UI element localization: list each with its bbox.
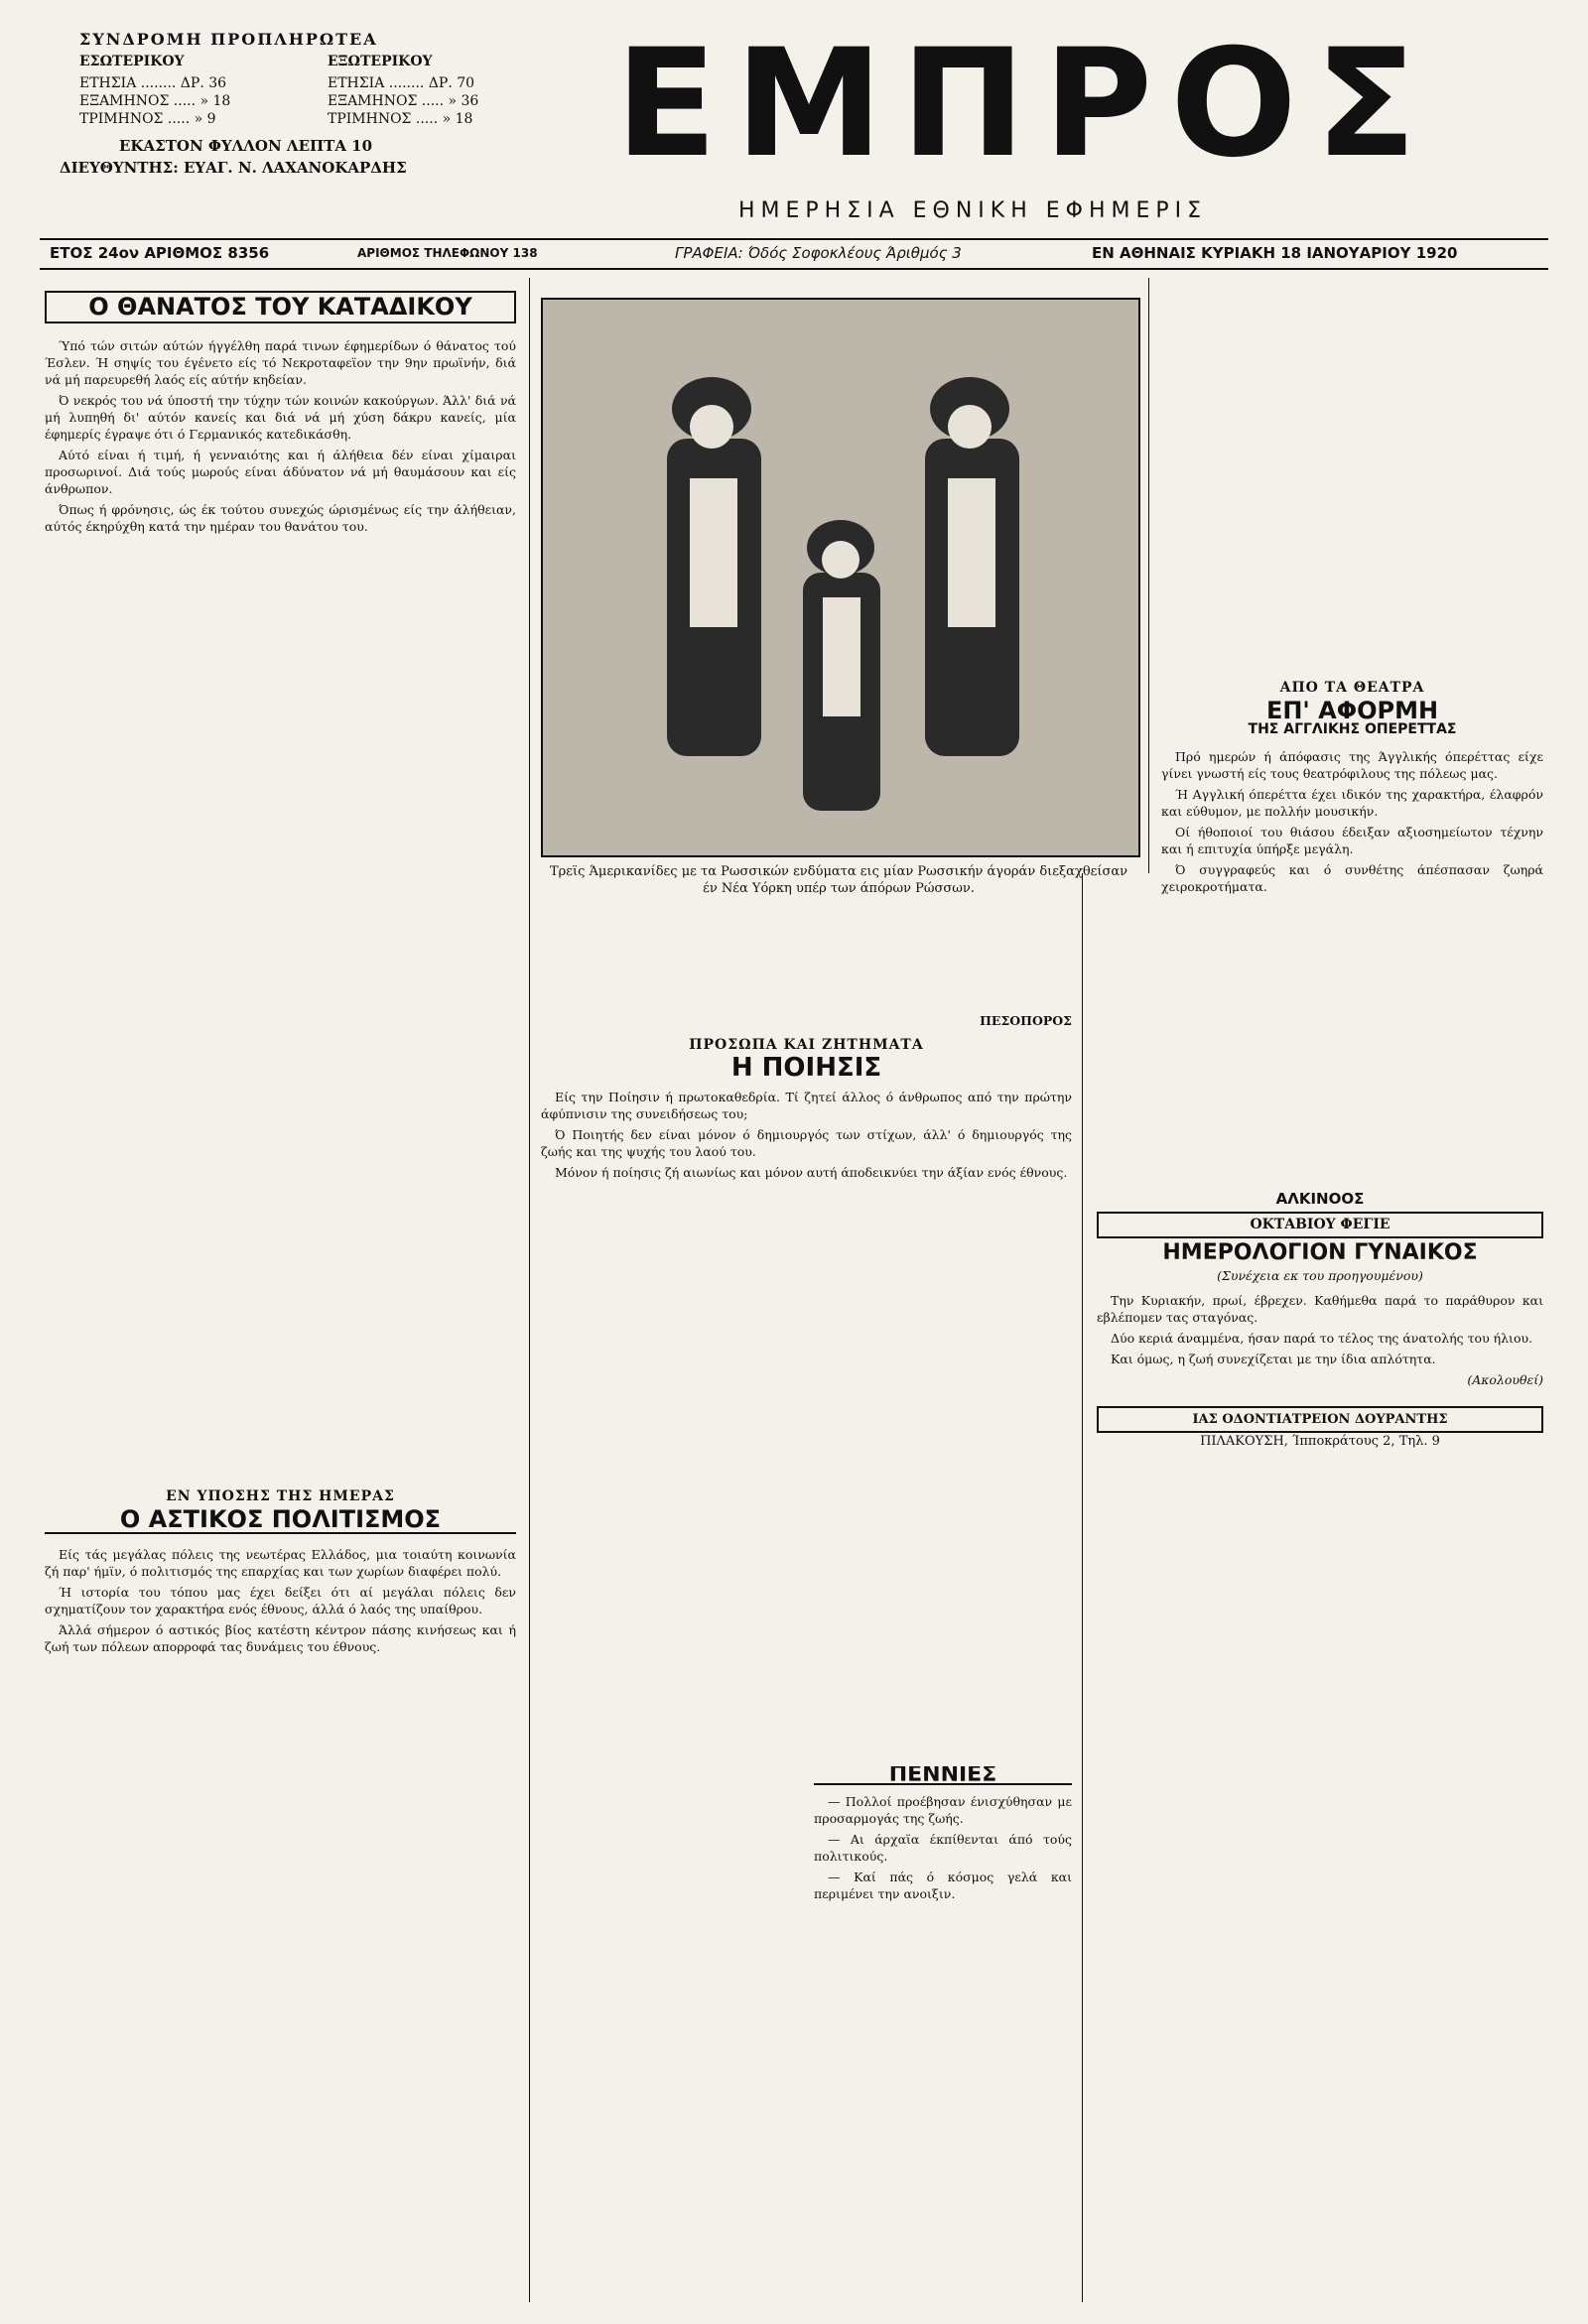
theater-paragraph: Ό συγγραφεύς και ό συνθέτης άπέσπασαν ζωηρά χειροκροτήματα.: [1161, 862, 1543, 894]
civilization-label: ΕΝ ΥΠΟΣΗΣ ΤΗΣ ΗΜΕΡΑΣ: [166, 1488, 395, 1504]
foreign-rate: ΕΤΗΣΙΑ ........ ΔΡ. 70: [328, 75, 475, 91]
theater-subhead: ΤΗΣ ΑΓΓΛΙΚΗΣ ΟΠΕΡΕΤΤΑΣ: [1248, 721, 1457, 737]
ad-text: ΠΙΛΑΚΟΥΣΗ, Ίπποκράτους 2, Τηλ. 9: [1200, 1434, 1440, 1449]
pennies-paragraph: — Αι άρχαϊα έκπίθενται άπό τούς πολιτικούς.: [814, 1832, 1072, 1864]
theater-signature: ΑΛΚΙΝΟΟΣ: [1275, 1191, 1365, 1208]
civilization-paragraph: Είς τάς μεγάλας πόλεις της νεωτέρας Ελλάδος, μια τοιαύτη κοινωνία ζή παρ' ήμϊν, ό πολιτισμός της επαρχίας και των χωρίων διαφέρει πολύ.: [45, 1547, 516, 1579]
director-line: ΔΙΕΥΘΥΝΤΗΣ: ΕΥΑΓ. Ν. ΛΑΧΑΝΟΚΑΡΔΗΣ: [60, 159, 407, 177]
pennies-headline: ΠΕΝΝΙΕΣ: [814, 1766, 1072, 1785]
domestic-rate: ΤΡΙΜΗΝΟΣ ..... » 9: [79, 111, 216, 127]
poetry-headline: Η ΠΟΙΗΣΙΣ: [730, 1053, 882, 1083]
newspaper-title: ΕΜΠΡΟΣ: [615, 18, 1435, 191]
theater-paragraph: Πρό ημερών ή άπόφασις της Άγγλικής όπερέττας είχε γίνει γνωστή είς τους θεατρόφιλους της πόλεως μας.: [1161, 749, 1543, 781]
column-rule: [1082, 873, 1083, 2302]
poetry-paragraph: Είς την Ποίησιν ή πρωτοκαθεδρία. Τί ζητεί άλλος ό άνθρωπος από την πρώτην άφύπνισιν της συνειδήσεως του;: [541, 1090, 1072, 1121]
death-headline: Ο ΘΑΝΑΤΟΣ ΤΟΥ ΚΑΤΑΔΙΚΟΥ: [45, 291, 516, 323]
price-line: ΕΚΑΣΤΟΝ ΦΥΛΛΟΝ ΛΕΠΤΑ 10: [119, 137, 373, 155]
column-rule: [529, 278, 530, 2302]
subscription-label: ΣΥΝΔΡΟΜΗ ΠΡΟΠΛΗΡΩΤΕΑ: [79, 30, 378, 49]
poetry-author: ΠΕΣΟΠΟΡΟΣ: [980, 1013, 1072, 1028]
article-pennies: [814, 1766, 1072, 2282]
death-paragraph: Ό νεκρός του νά ύποστή την τύχην τών κοινών κακούργων. Άλλ' διά νά μή λυπηθή δι' αύτόν κανείς και διά νά μή χύση δάκρυ κανείς, μία έφημερίς έγραψε ότι ό Γερμανικός κατεδικάσθη.: [45, 393, 516, 442]
foreign-rate: ΕΞΑΜΗΝΟΣ ..... » 36: [328, 93, 479, 109]
diary-note: (Συνέχεια εκ του προηγουμένου): [1217, 1268, 1423, 1283]
photo-illustration: [543, 300, 1138, 855]
diary-paragraph: Δύο κεριά άναμμένα, ήσαν παρά το τέλος της άνατολής του ήλιου.: [1111, 1331, 1533, 1346]
death-paragraph: Ύπό τών σιτών αύτών ήγγέλθη παρά τινων έφημερίδων ό θάνατος τού Έσλεν. Ή σηψίς του έγένετο είς τό Νεκροταφεϊον την 9ην πρωϊνήν, διά νά μή παρευρεθή λαός είς αύτήν κηδείαν.: [45, 338, 516, 387]
column-rule: [1148, 278, 1149, 873]
issue-date: ΕΝ ΑΘΗΝΑΙΣ ΚΥΡΙΑΚΗ 18 ΙΑΝΟΥΑΡΙΟΥ 1920: [1092, 244, 1458, 262]
office-address: ΓΡΑΦΕΙΑ: Όδός Σοφοκλέους Άριθμός 3: [675, 244, 962, 262]
ad-headline: ΙΑΣ ΟΔΟΝΤΙΑΤΡΕΙΟΝ ΔΟΥΡΑΝΤΗΣ: [1097, 1406, 1543, 1433]
civilization-paragraph: Άλλά σήμερον ό αστικός βίος κατέστη κέντρον πάσης κινήσεως και ή ζωή των πόλεων απορροφά τας δυνάμεις του έθνους.: [45, 1622, 516, 1654]
domestic-label: ΕΣΩΤΕΡΙΚΟΥ: [79, 54, 185, 69]
photo-three-women: [541, 298, 1140, 857]
subscription-block: [40, 30, 556, 228]
diary-paragraph: Την Κυριακήν, πρωί, έβρεχεν. Καθήμεθα παρά το παράθυρον και εβλέπομεν τας σταγόνας.: [1097, 1293, 1543, 1325]
death-paragraph: Όπως ή φρόνησις, ώς έκ τούτου συνεχώς ώρισμένως είς την άλήθειαν, αύτός έκηρύχθη κατά την ημέραν του θανάτου του.: [45, 502, 516, 534]
civilization-headline: Ο ΑΣΤΙΚΟΣ ΠΟΛΙΤΙΣΜΟΣ: [45, 1511, 516, 1534]
pennies-paragraph: — Πολλοί προέβησαν ένισχύθησαν με προσαρμογάς της ζωής.: [814, 1794, 1072, 1826]
poetry-label: ΠΡΟΣΩΠΑ ΚΑΙ ΖΗΤΗΜΑΤΑ: [689, 1037, 924, 1053]
article-theater: [1161, 283, 1543, 1176]
masthead: [40, 18, 1548, 258]
theater-paragraph: Ή Αγγλική όπερέττα έχει ιδικόν της χαρακτήρα, έλαφρόν και εύθυμον, με πολλήν μουσικήν.: [1161, 787, 1543, 819]
photo-caption: Τρεϊς Άμερικανίδες με τα Ρωσσικών ενδύματα εις μίαν Ρωσσικήν άγοράν διεξαχθείσαν έν Νέα Υόρκη υπέρ των άπόρων Ρώσσων.: [549, 864, 1128, 896]
theater-label: ΑΠΟ ΤΑ ΘΕΑΤΡΑ: [1279, 680, 1425, 696]
domestic-rate: ΕΤΗΣΙΑ ........ ΔΡ. 36: [79, 75, 227, 91]
diary-headline: ΗΜΕΡΟΛΟΓΙΟΝ ΓΥΝΑΙΚΟΣ: [1162, 1240, 1478, 1265]
newspaper-subtitle: ΗΜΕΡΗΣΙΑ ΕΘΝΙΚΗ ΕΦΗΜΕΡΙΣ: [737, 198, 1208, 223]
theater-headline: ΕΠ' ΑΦΟΡΜΗ: [1265, 697, 1439, 724]
foreign-rate: ΤΡΙΜΗΝΟΣ ..... » 18: [328, 111, 473, 127]
pennies-paragraph: — Καί πάς ό κόσμος γελά και περιμένει την ανοιξιν.: [814, 1870, 1072, 1901]
civilization-paragraph: Ή ιστορία του τόπου μας έχει δείξει ότι αί μεγάλαι πόλεις δεν σχηματίζουν τον χαρακτήρα ενός έθνους, άλλά ό λαός της υπαίθρου.: [45, 1585, 516, 1616]
poetry-paragraph: Ό Ποιητής δεν είναι μόνον ό δημιουργός των στίχων, άλλ' ό δημιουργός της ζωής και της ψυχής του λαού του.: [541, 1127, 1072, 1159]
diary-paragraph: Και όμως, η ζωή συνεχίζεται με την ίδια απλότητα.: [1111, 1352, 1436, 1366]
domestic-rate: ΕΞΑΜΗΝΟΣ ..... » 18: [79, 93, 231, 109]
foreign-label: ΕΞΩΤΕΡΙΚΟΥ: [328, 54, 433, 69]
phone-number: ΑΡΙΘΜΟΣ ΤΗΛΕΦΩΝΟΥ 138: [357, 246, 538, 260]
theater-paragraph: Οί ήθοποιοί του θιάσου έδειξαν αξιοσημείωτον τέχνην και ή επιτυχία ύπήρξε μεγάλη.: [1161, 825, 1543, 856]
article-civilization: [45, 1488, 516, 2302]
article-death: [45, 283, 516, 1474]
issue-number: ΕΤΟΣ 24ον ΑΡΙΘΜΟΣ 8356: [50, 244, 270, 262]
article-diary: [1097, 1191, 1543, 2302]
death-paragraph: Αύτό είναι ή τιμή, ή γενναιότης και ή άλήθεια δέν είναι χίμαιραι προσωρινοί. Διά τούς μωρούς είναι άδύνατον νά μή θαυμάσουν και είς άνθρωπον.: [45, 448, 516, 496]
poetry-paragraph: Μόνον ή ποίησις ζή αιωνίως και μόνον αυτή άποδεικνύει την άξίαν ενός έθνους.: [555, 1165, 1068, 1180]
diary-continues: (Ακολουθεί): [1467, 1372, 1543, 1387]
dateline: [40, 238, 1548, 270]
diary-author: ΟΚΤΑΒΙΟΥ ΦΕΓΙΕ: [1097, 1212, 1543, 1238]
